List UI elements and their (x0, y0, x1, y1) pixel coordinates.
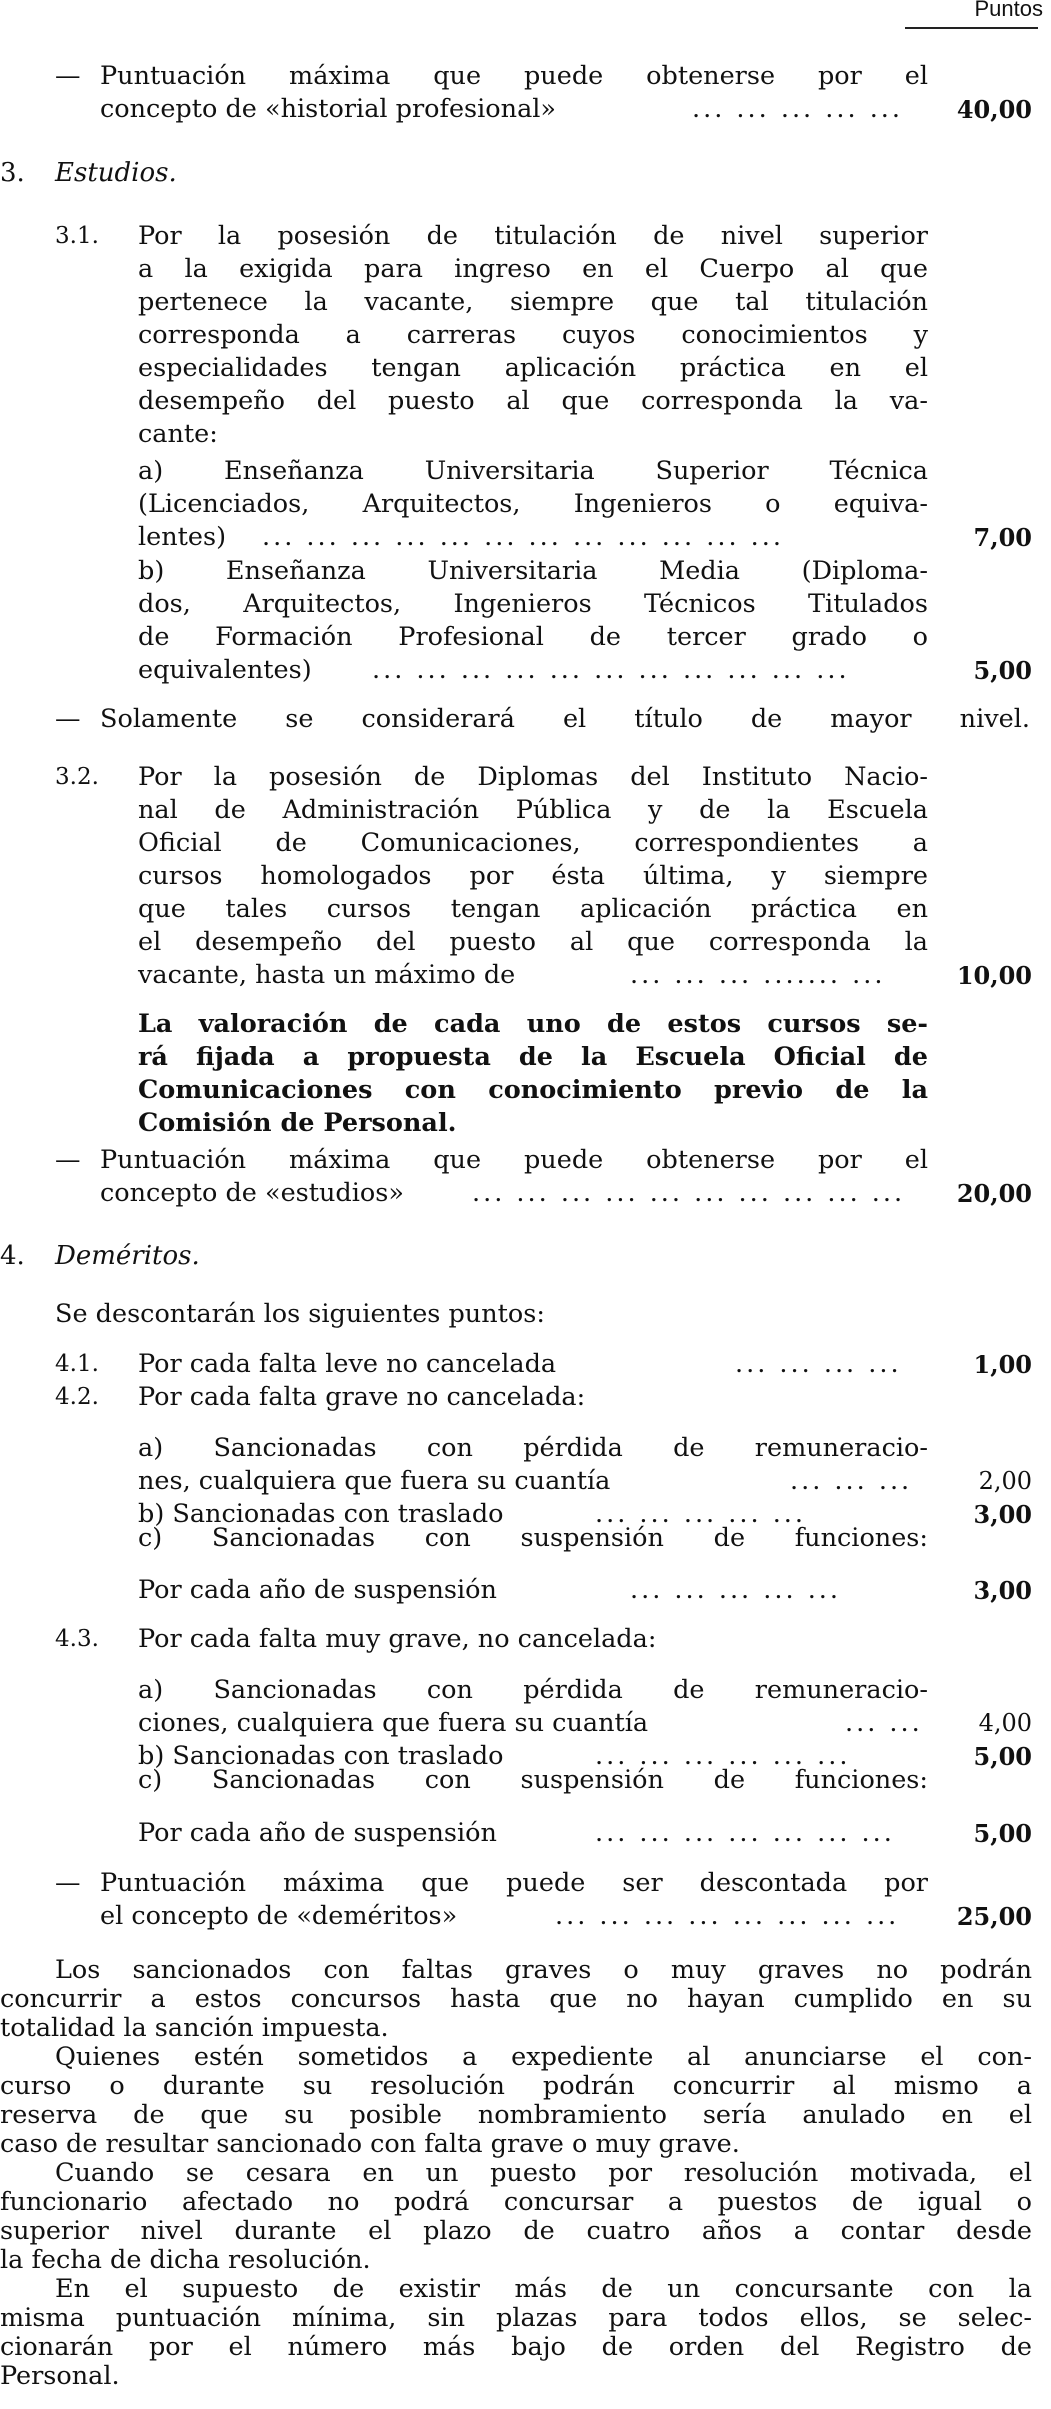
closing-paragraph-3 (0, 2157, 1051, 2277)
line: cursos homologados por ésta última, y siempre (138, 861, 928, 891)
item-3-1-a (0, 455, 1051, 554)
line: concepto de «estudios» (100, 1178, 404, 1208)
line: Puntuación máxima que puede obtenerse por el (100, 61, 928, 91)
line: (Licenciados, Arquitectos, Ingenieros o equiva- (138, 489, 928, 519)
line: Solamente se considerará el título de mayor nivel. (100, 704, 1030, 734)
points-value: 5,00 (973, 656, 1032, 685)
dash: — (55, 1868, 81, 1898)
line: Por cada falta grave no cancelada: (138, 1382, 586, 1412)
points-value: 4,00 (978, 1709, 1032, 1737)
points-value: 3,00 (973, 1576, 1032, 1605)
line: Personal. (0, 2361, 120, 2391)
section-number: 4. (0, 1241, 25, 1271)
line: a la exigida para ingreso en el Cuerpo al que (138, 254, 928, 284)
line: b) Sancionadas con traslado (138, 1499, 504, 1529)
line: La valoración de cada uno de estos cursos se- (138, 1009, 928, 1039)
item-4-1 (0, 1348, 1051, 1381)
leader-dots: ... ... ... ... ... (630, 1575, 842, 1605)
points-value: 5,00 (973, 1742, 1032, 1771)
line: vacante, hasta un máximo de (138, 960, 516, 990)
line: el concepto de «deméritos» (100, 1901, 458, 1931)
line: Puntuación máxima que puede obtenerse por el (100, 1145, 928, 1175)
leader-dots: ... ... ... ... ... ... ... ... ... ... ... ... (262, 522, 784, 552)
points-column-header: Puntos (974, 0, 1043, 21)
line: Los sancionados con faltas graves o muy graves no podrán (55, 1955, 1032, 1985)
line: curso o durante su resolución podrán concurrir al mismo a (0, 2071, 1032, 2101)
item-3-2 (0, 761, 1051, 992)
points-value: 1,00 (973, 1350, 1032, 1379)
line: dos, Arquitectos, Ingenieros Técnicos Titulados (138, 589, 928, 619)
line: Cuando se cesara en un puesto por resolución motivada, el (55, 2158, 1032, 2188)
line: Por cada falta leve no cancelada (138, 1349, 557, 1379)
line: Se descontarán los siguientes puntos: (55, 1299, 545, 1329)
line: a) Enseñanza Universitaria Superior Técnica (138, 456, 928, 486)
line: Por cada año de suspensión (138, 1818, 497, 1848)
line: pertenece la vacante, siempre que tal titulación (138, 287, 928, 317)
line: caso de resultar sancionado con falta grave o muy grave. (0, 2129, 740, 2159)
line: c) Sancionadas con suspensión de funciones: (138, 1523, 928, 1553)
line: corresponda a carreras cuyos conocimientos y (138, 320, 928, 350)
item-4-2-a (0, 1432, 1051, 1498)
leader-dots: ... ... ... ....... ... (630, 960, 886, 990)
points-value: 2,00 (978, 1467, 1032, 1495)
leader-dots: ... ... ... ... ... (595, 1499, 807, 1529)
line: nal de Administración Pública y de la Escuela (138, 795, 928, 825)
item-3-1-b (0, 555, 1051, 687)
line: ciones, cualquiera que fuera su cuantía (138, 1708, 649, 1738)
closing-paragraph-1 (0, 1954, 1051, 2053)
item-4-3-c (0, 1764, 1051, 1797)
line: cante: (138, 419, 218, 449)
line: desempeño del puesto al que corresponda la va- (138, 386, 928, 416)
line: Puntuación máxima que puede ser descontada por (100, 1868, 928, 1898)
line: Comunicaciones con conocimiento previo de la (138, 1075, 928, 1105)
line: funcionario afectado no podrá concursar a puestos de igual o (0, 2187, 1032, 2217)
points-value: 40,00 (956, 95, 1032, 124)
line: b) Sancionadas con traslado (138, 1741, 504, 1771)
item-number: 4.3. (55, 1626, 99, 1652)
item-3-1 (0, 220, 1051, 451)
points-value: 20,00 (956, 1179, 1032, 1208)
leader-dots: ... ... ... ... ... ... ... ... (555, 1901, 900, 1931)
line: reserva de que su posible nombramiento sería anulado en el (0, 2100, 1032, 2130)
closing-paragraph-2 (0, 2041, 1051, 2161)
leader-dots: ... ... (845, 1708, 923, 1738)
line: Por cada falta muy grave, no cancelada: (138, 1624, 657, 1654)
item-number: 4.1. (55, 1351, 99, 1377)
line: misma puntuación mínima, sin plazas para todos ellos, se selec- (0, 2303, 1032, 2333)
line: c) Sancionadas con suspensión de funciones: (138, 1765, 928, 1795)
leader-dots: ... ... ... (790, 1466, 913, 1496)
dash: — (55, 1145, 81, 1175)
section-number: 3. (0, 158, 25, 188)
dash: — (55, 61, 81, 91)
estudios-total (0, 1144, 1051, 1210)
line: Por la posesión de Diplomas del Instituto Nacio- (138, 762, 928, 792)
demeritos-total (0, 1867, 1051, 1933)
item-number: 3.2. (55, 764, 99, 790)
header-rule (905, 27, 1038, 29)
line: rá fijada a propuesta de la Escuela Oficial de (138, 1042, 928, 1072)
dash: — (55, 704, 81, 734)
section-heading-demeritos (0, 1240, 400, 1274)
section-heading-estudios (0, 157, 400, 191)
line: concurrir a estos concursos hasta que no hayan cumplido en su (0, 1984, 1032, 2014)
leader-dots: ... ... ... ... ... ... ... (595, 1818, 895, 1848)
historial-total (0, 60, 1051, 126)
line: que tales cursos tengan aplicación práctica en (138, 894, 928, 924)
points-value: 3,00 (973, 1500, 1032, 1529)
line: superior nivel durante el plazo de cuatro años a contar desde (0, 2216, 1032, 2246)
demeritos-intro (0, 1298, 1051, 1331)
line: concepto de «historial profesional» (100, 94, 557, 124)
item-4-3 (0, 1623, 1051, 1656)
line: a) Sancionadas con pérdida de remuneracio- (138, 1675, 928, 1705)
line: Por la posesión de titulación de nivel superior (138, 221, 928, 251)
note-mayor-nivel (0, 703, 1051, 736)
line: Por cada año de suspensión (138, 1575, 497, 1605)
points-value: 7,00 (973, 523, 1032, 552)
line: Oficial de Comunicaciones, correspondientes a (138, 828, 928, 858)
line: el desempeño del puesto al que corresponda la (138, 927, 928, 957)
line: nes, cualquiera que fuera su cuantía (138, 1466, 611, 1496)
valoracion-paragraph (0, 1008, 1051, 1140)
line: totalidad la sanción impuesta. (0, 2013, 389, 2043)
points-value: 5,00 (973, 1819, 1032, 1848)
line: Quienes estén sometidos a expediente al anunciarse el con- (55, 2042, 1032, 2072)
line: lentes) (138, 522, 227, 552)
item-4-2-c (0, 1522, 1051, 1555)
line: Comisión de Personal. (138, 1108, 457, 1138)
item-4-3-per-year (0, 1817, 1051, 1850)
item-4-3-a (0, 1674, 1051, 1740)
item-number: 3.1. (55, 223, 99, 249)
leader-dots: ... ... ... ... ... (692, 94, 904, 124)
leader-dots: ... ... ... ... ... ... (595, 1741, 851, 1771)
line: especialidades tengan aplicación práctica en el (138, 353, 928, 383)
leader-dots: ... ... ... ... (735, 1349, 902, 1379)
section-title: Deméritos. (55, 1241, 200, 1271)
line: de Formación Profesional de tercer grado o (138, 622, 928, 652)
line: cionarán por el número más bajo de orden del Registro de (0, 2332, 1032, 2362)
section-title: Estudios. (55, 158, 177, 188)
line: b) Enseñanza Universitaria Media (Diploma- (138, 556, 928, 586)
line: la fecha de dicha resolución. (0, 2245, 371, 2275)
points-value: 10,00 (956, 961, 1032, 990)
item-number: 4.2. (55, 1384, 99, 1410)
leader-dots: ... ... ... ... ... ... ... ... ... ... (472, 1178, 906, 1208)
line: En el supuesto de existir más de un concursante con la (55, 2274, 1032, 2304)
points-value: 25,00 (956, 1902, 1032, 1931)
line: equivalentes) (138, 655, 312, 685)
leader-dots: ... ... ... ... ... ... ... ... ... ... ... (372, 655, 850, 685)
line: a) Sancionadas con pérdida de remuneracio- (138, 1433, 928, 1463)
item-4-2-per-year (0, 1574, 1051, 1607)
item-4-2 (0, 1381, 1051, 1414)
closing-paragraph-4 (0, 2273, 1051, 2393)
